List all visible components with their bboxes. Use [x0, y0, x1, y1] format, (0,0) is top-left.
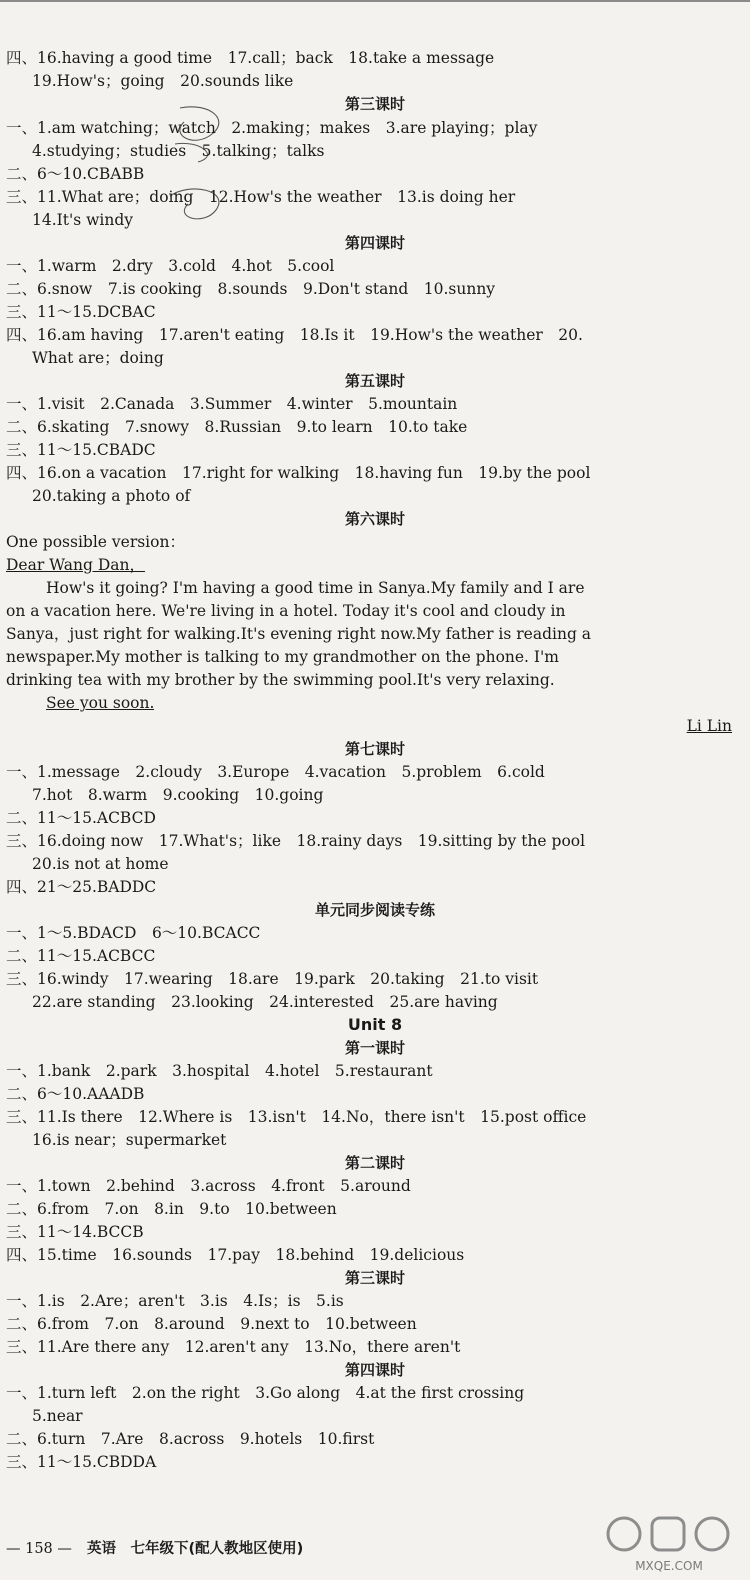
answer-line: 四、16.having a good time 17.call；back 18.take a message [6, 49, 495, 67]
answer-line: 三、11～14.BCCB [6, 1223, 144, 1241]
answer-line: 20.is not at home [32, 855, 169, 873]
essay-line: drinking tea with my brother by the swimming pool.It's very relaxing. [6, 671, 555, 689]
answer-line: 5.near [32, 1407, 83, 1425]
page-number: — 158 — [6, 1541, 72, 1557]
section-heading: 第二课时 [344, 1154, 405, 1172]
answer-line: 三、16.doing now 17.What's；like 18.rainy days 19.sitting by the pool [6, 832, 586, 850]
answer-line: 三、11～15.CBDDA [6, 1453, 157, 1471]
answer-line: 一、1.am watching；watch 2.making；makes 3.are playing；play [6, 119, 538, 137]
answer-line: 16.is near；supermarket [32, 1131, 227, 1149]
answer-line: 二、6～10.AAADB [6, 1085, 145, 1103]
answer-line: 二、6.from 7.on 8.around 9.next to 10.between [6, 1315, 417, 1333]
section-heading: 第四课时 [344, 234, 405, 252]
section-heading: 第三课时 [344, 1269, 405, 1287]
essay-salutation: Dear Wang Dan， [6, 556, 145, 574]
answer-line: 二、6.turn 7.Are 8.across 9.hotels 10.first [6, 1430, 375, 1448]
answer-line: 二、6.from 7.on 8.in 9.to 10.between [6, 1200, 337, 1218]
section-heading: 第一课时 [344, 1039, 405, 1057]
answer-line: 三、16.windy 17.wearing 18.are 19.park 20.taking 21.to visit [6, 970, 539, 988]
section-heading: 单元同步阅读专练 [314, 901, 435, 919]
answer-line: 一、1.turn left 2.on the right 3.Go along 4.at the first crossing [6, 1384, 525, 1402]
answer-line: 二、11～15.ACBCC [6, 947, 156, 965]
watermark-logo [594, 1508, 744, 1576]
page-footer [6, 1538, 303, 1560]
answer-line: 三、11～15.DCBAC [6, 303, 156, 321]
essay-intro: One possible version： [6, 533, 185, 551]
answer-line: 14.It's windy [32, 211, 134, 229]
answer-line: 一、1～5.BDACD 6～10.BCACC [6, 924, 261, 942]
essay-line: Sanya，just right for walking.It's evening right now.My father is reading a [6, 625, 592, 643]
answer-line: 四、16.on a vacation 17.right for walking 18.having fun 19.by the pool [6, 464, 591, 482]
section-heading: 第七课时 [344, 740, 405, 758]
answer-line: 19.How's；going 20.sounds like [32, 72, 294, 90]
section-heading: 第六课时 [344, 510, 405, 528]
unit-heading: Unit 8 [347, 1015, 403, 1034]
answer-line: 三、11～15.CBADC [6, 441, 156, 459]
essay-line: on a vacation here. We're living in a hotel. Today it's cool and cloudy in [6, 602, 566, 620]
answer-line: 三、11.What are；doing 12.How's the weather 13.is doing her [6, 188, 516, 206]
answer-line: 一、1.message 2.cloudy 3.Europe 4.vacation 5.problem 6.cold [6, 763, 545, 781]
essay-line: newspaper.My mother is talking to my grandmother on the phone. I'm [6, 648, 559, 666]
answer-line: 7.hot 8.warm 9.cooking 10.going [32, 786, 324, 804]
answer-line: 三、11.Are there any 12.aren't any 13.No，there aren't [6, 1338, 461, 1356]
answer-line: 四、21～25.BADDC [6, 878, 157, 896]
answer-line: 二、6～10.CBABB [6, 165, 145, 183]
answer-line: 二、6.skating 7.snowy 8.Russian 9.to learn 10.to take [6, 418, 468, 436]
answer-line: What are；doing [32, 349, 164, 367]
section-heading: 第三课时 [344, 95, 405, 113]
essay-closing: See you soon. [46, 694, 155, 712]
section-heading: 第四课时 [344, 1361, 405, 1379]
answer-line: 三、11.Is there 12.Where is 13.isn't 14.No，there isn't 15.post office [6, 1108, 587, 1126]
answer-line: 一、1.visit 2.Canada 3.Summer 4.winter 5.mountain [6, 395, 458, 413]
section-heading: 第五课时 [344, 372, 405, 390]
answer-line: 一、1.bank 2.park 3.hospital 4.hotel 5.restaurant [6, 1062, 433, 1080]
book-subject: 英语 七年级下(配人教地区使用) [86, 1541, 304, 1557]
answer-line: 四、15.time 16.sounds 17.pay 18.behind 19.delicious [6, 1246, 465, 1264]
essay-line: How's it going? I'm having a good time in Sanya.My family and I are [46, 579, 585, 597]
answer-line: 20.taking a photo of [32, 487, 191, 505]
watermark-text: MXQE.COM [635, 1559, 703, 1573]
answer-line: 一、1.warm 2.dry 3.cold 4.hot 5.cool [6, 257, 335, 275]
answer-line: 四、16.am having 17.aren't eating 18.Is it 19.How's the weather 20. [6, 326, 583, 344]
answer-line: 二、6.snow 7.is cooking 8.sounds 9.Don't stand 10.sunny [6, 280, 496, 298]
answer-line: 一、1.is 2.Are；aren't 3.is 4.Is；is 5.is [6, 1292, 344, 1310]
answer-line: 二、11～15.ACBCD [6, 809, 156, 827]
answer-line: 4.studying；studies 5.talking；talks [32, 142, 325, 160]
answer-line: 22.are standing 23.looking 24.interested 25.are having [32, 993, 498, 1011]
essay-signature: Li Lin [686, 717, 732, 735]
answer-line: 一、1.town 2.behind 3.across 4.front 5.around [6, 1177, 411, 1195]
